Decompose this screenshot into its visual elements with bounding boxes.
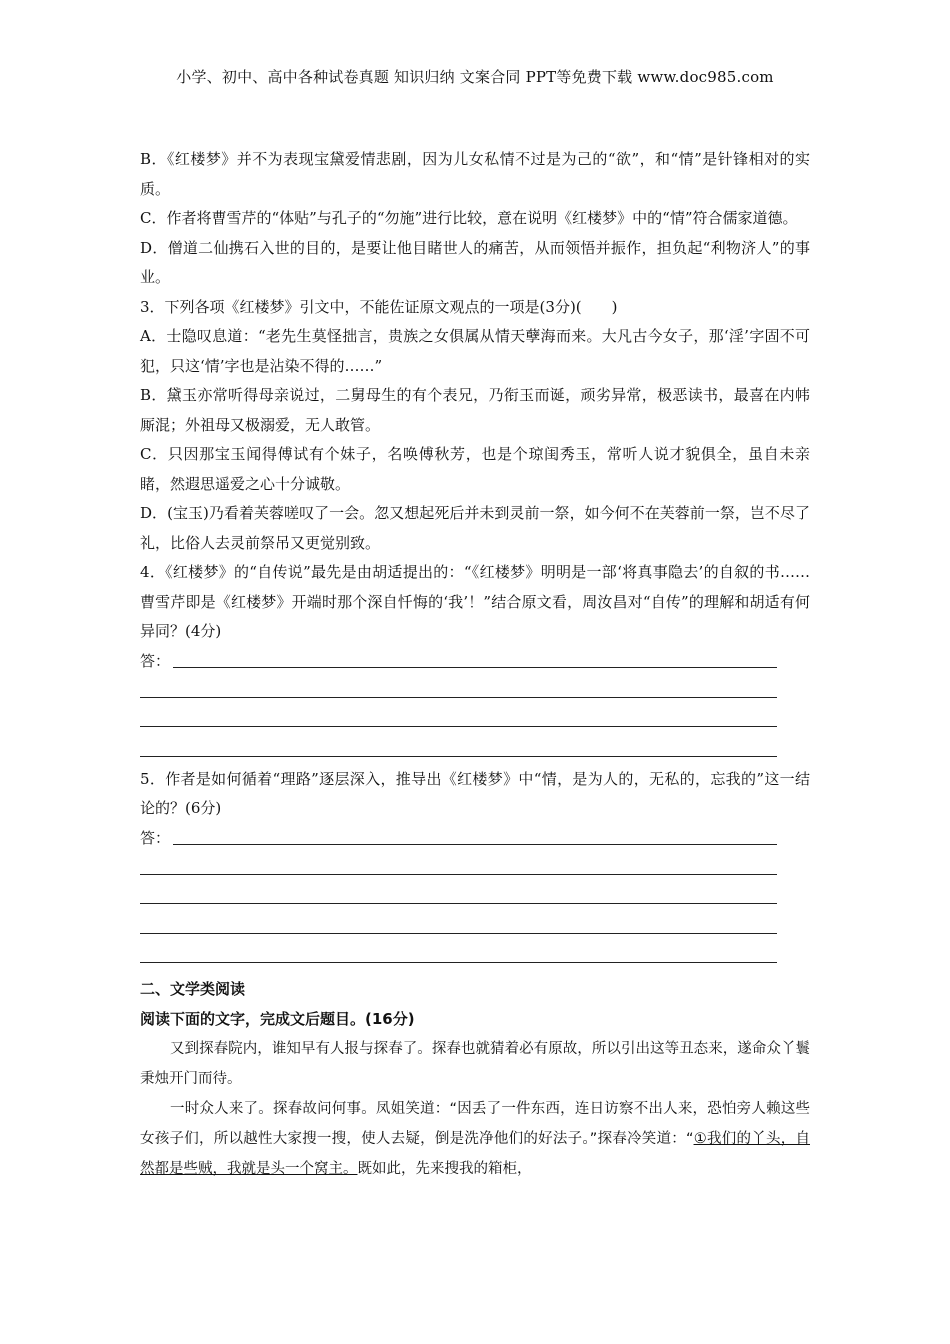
q5-answer-line[interactable]: [140, 853, 810, 883]
q4-stem: 4．《红楼梦》的“自传说”最先是由胡适提出的：“《红楼梦》明明是一部‘将真事隐去’的自叙的书……曹雪芹即是《红楼梦》开端时那个深自忏悔的‘我’！”结合原文看，周汝昌对“自传”的理解和胡适有何异同？(4分): [140, 563, 810, 640]
q4-answer-label: 答：: [140, 651, 171, 670]
q5-answer-line[interactable]: [140, 883, 810, 913]
q4-answer-line[interactable]: [140, 706, 810, 736]
q4-answer-line[interactable]: [140, 676, 810, 706]
q3-option-c: C．只因那宝玉闻得傅试有个妹子，名唤傅秋芳，也是个琼闺秀玉，常听人说才貌俱全，虽自未亲睹，然遐思遥爱之心十分诚敬。: [140, 445, 810, 493]
passage-paragraph: [140, 1094, 810, 1184]
passage-text: 既如此，先来搜我的箱柜，: [357, 1161, 532, 1177]
q4-answer-line[interactable]: [140, 735, 810, 765]
document-body: [140, 145, 810, 1184]
page-header: 小学、初中、高中各种试卷真题 知识归纳 文案合同 PPT等免费下载 www.doc985.com: [176, 68, 774, 86]
q5-answer-label: 答：: [140, 828, 171, 847]
q4-answer-line[interactable]: [140, 647, 810, 677]
q3-stem: 3．下列各项《红楼梦》引文中，不能佐证原文观点的一项是(3分)( ): [140, 297, 618, 316]
passage-paragraph: 又到探春院内，谁知早有人报与探春了。探春也就猜着必有原故，所以引出这等丑态来，遂命众丫鬟秉烛开门而待。: [140, 1041, 810, 1087]
q2-option-d: D．僧道二仙携石入世的目的，是要让他目睹世人的痛苦，从而领悟并振作，担负起“利物济人”的事业。: [140, 238, 810, 286]
q5-stem: 5．作者是如何循着“理路”逐层深入，推导出《红楼梦》中“情，是为人的，无私的，忘我的”这一结论的？(6分): [140, 769, 810, 817]
q5-answer-line[interactable]: [140, 824, 810, 854]
q5-answer-line[interactable]: [140, 912, 810, 942]
section-title: 二、文学类阅读: [140, 980, 246, 998]
q5-answer-line[interactable]: [140, 942, 810, 972]
passage-text: 一时众人来了。探春故问何事。凤姐笑道：“因丢了一件东西，连日访察不出人来，恐怕旁人赖这些女孩子们，所以越性大家搜一搜，使人去疑，倒是洗净他们的好法子。”探春冷笑道：“: [140, 1101, 810, 1147]
q2-option-b: B．《红楼梦》并不为表现宝黛爱情悲剧，因为儿女私情不过是为己的“欲”，和“情”是针锋相对的实质。: [140, 150, 810, 198]
q3-option-d: D．(宝玉)乃看着芙蓉嗟叹了一会。忽又想起死后并未到灵前一祭，如今何不在芙蓉前一祭，岂不尽了礼，比俗人去灵前祭吊又更觉别致。: [140, 504, 810, 552]
q2-option-c: C．作者将曹雪芹的“体贴”与孔子的“勿施”进行比较，意在说明《红楼梦》中的“情”符合儒家道德。: [140, 209, 798, 227]
q3-option-b: B．黛玉亦常听得母亲说过，二舅母生的有个表兄，乃衔玉而诞，顽劣异常，极恶读书，最喜在内帏厮混；外祖母又极溺爱，无人敢管。: [140, 386, 810, 434]
reading-instruction: 阅读下面的文字，完成文后题目。(16分): [140, 1009, 415, 1028]
q3-option-a: A．士隐叹息道：“老先生莫怪拙言，贵族之女俱属从情天孽海而来。大凡古今女子，那‘淫’字固不可犯，只这‘情’字也是沾染不得的……”: [140, 327, 810, 375]
underlined-sentence: ①我们的丫头，自然都是些贼，我就是头一个窝主。: [140, 1131, 810, 1177]
